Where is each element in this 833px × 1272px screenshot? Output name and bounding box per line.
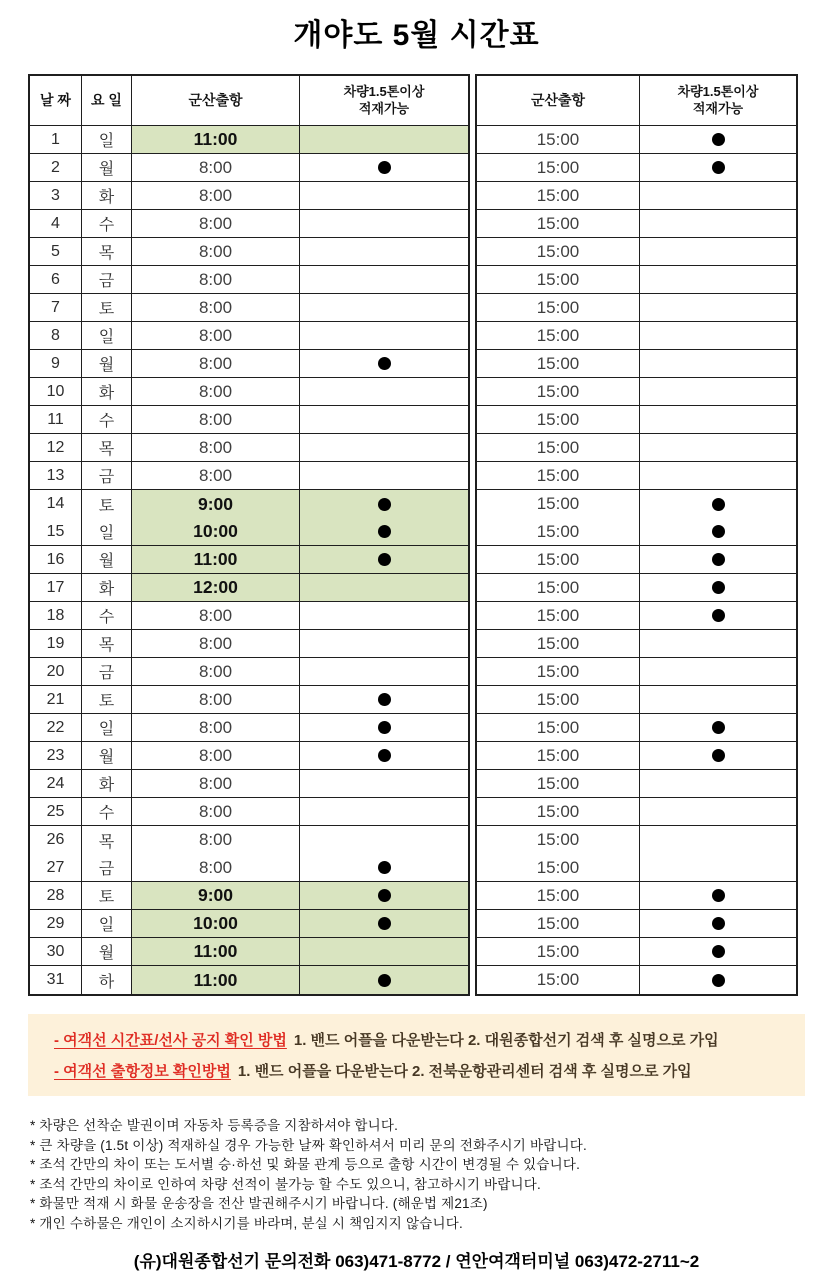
cargo-allowed-dot-icon <box>378 917 391 930</box>
cargo-am-cell <box>300 238 468 266</box>
date-cell: 8 <box>30 322 82 350</box>
gunsan-am-time-cell: 11:00 <box>132 126 300 154</box>
cargo-am-cell <box>300 770 468 798</box>
gunsan-am-time-cell: 8:00 <box>132 322 300 350</box>
day-cell: 금 <box>82 854 132 882</box>
gunsan-am-time-cell: 8:00 <box>132 602 300 630</box>
cargo-am-cell <box>300 938 468 966</box>
cargo-am-cell <box>300 518 468 546</box>
cargo-allowed-dot-icon <box>378 861 391 874</box>
gunsan-pm-time-cell: 15:00 <box>477 378 640 406</box>
gunsan-am-time-cell: 12:00 <box>132 574 300 602</box>
cargo-pm-cell <box>640 238 796 266</box>
notice-line-departure-info <box>54 1060 779 1081</box>
notice-body-schedule: 1. 밴드 어플을 다운받는다 2. 대원종합선기 검색 후 실명으로 가입 <box>293 1032 719 1049</box>
cargo-allowed-dot-icon <box>712 721 725 734</box>
gunsan-am-time-cell: 8:00 <box>132 798 300 826</box>
cargo-pm-cell <box>640 490 796 518</box>
gunsan-pm-time-cell: 15:00 <box>477 630 640 658</box>
notice-head-departure-info: - 여객선 출항정보 확인방법 <box>54 1063 231 1080</box>
gunsan-am-time-cell: 11:00 <box>132 966 300 994</box>
note-item: * 큰 차량을 (1.5t 이상) 적재하실 경우 가능한 날짜 확인하셔서 미리 문의 전화주시기 바랍니다. <box>30 1137 587 1153</box>
cargo-pm-cell <box>640 630 796 658</box>
cargo-allowed-dot-icon <box>712 553 725 566</box>
day-cell: 목 <box>82 434 132 462</box>
gunsan-am-time-cell: 8:00 <box>132 294 300 322</box>
timetable-right-table <box>475 74 798 996</box>
cargo-allowed-dot-icon <box>378 357 391 370</box>
header-cargo-line1: 차량1.5톤이상 <box>677 84 759 100</box>
gunsan-pm-time-cell: 15:00 <box>477 294 640 322</box>
cargo-allowed-dot-icon <box>378 974 391 987</box>
cargo-pm-cell <box>640 434 796 462</box>
gunsan-am-time-cell: 10:00 <box>132 910 300 938</box>
day-cell: 화 <box>82 378 132 406</box>
day-cell: 수 <box>82 602 132 630</box>
note-item: * 조석 간만의 차이로 인하여 차량 선적이 불가능 할 수도 있으니, 참고하시기 바랍니다. <box>30 1176 541 1192</box>
header-cargo-pm <box>640 76 796 126</box>
gunsan-pm-time-cell: 15:00 <box>477 798 640 826</box>
gunsan-am-time-cell: 11:00 <box>132 938 300 966</box>
gunsan-pm-time-cell: 15:00 <box>477 938 640 966</box>
date-cell: 25 <box>30 798 82 826</box>
gunsan-am-time-cell: 8:00 <box>132 686 300 714</box>
cargo-allowed-dot-icon <box>712 749 725 762</box>
gunsan-pm-time-cell: 15:00 <box>477 658 640 686</box>
cargo-pm-cell <box>640 350 796 378</box>
date-cell: 24 <box>30 770 82 798</box>
cargo-pm-cell <box>640 602 796 630</box>
cargo-am-cell <box>300 714 468 742</box>
gunsan-pm-time-cell: 15:00 <box>477 518 640 546</box>
cargo-pm-cell <box>640 910 796 938</box>
gunsan-am-time-cell: 8:00 <box>132 210 300 238</box>
date-cell: 3 <box>30 182 82 210</box>
gunsan-am-time-cell: 9:00 <box>132 882 300 910</box>
gunsan-pm-time-cell: 15:00 <box>477 854 640 882</box>
gunsan-pm-time-cell: 15:00 <box>477 462 640 490</box>
gunsan-am-time-cell: 8:00 <box>132 378 300 406</box>
cargo-am-cell <box>300 462 468 490</box>
cargo-am-cell <box>300 210 468 238</box>
gunsan-am-time-cell: 8:00 <box>132 406 300 434</box>
cargo-allowed-dot-icon <box>378 525 391 538</box>
gunsan-am-time-cell: 8:00 <box>132 238 300 266</box>
cargo-allowed-dot-icon <box>712 525 725 538</box>
date-cell: 23 <box>30 742 82 770</box>
day-cell: 토 <box>82 490 132 518</box>
header-gunsan-departure-pm: 군산출항 <box>477 76 640 126</box>
cargo-am-cell <box>300 490 468 518</box>
cargo-allowed-dot-icon <box>378 749 391 762</box>
gunsan-am-time-cell: 8:00 <box>132 742 300 770</box>
notice-box <box>28 1014 805 1096</box>
cargo-am-cell <box>300 182 468 210</box>
cargo-am-cell <box>300 658 468 686</box>
day-cell: 토 <box>82 686 132 714</box>
cargo-am-cell <box>300 406 468 434</box>
cargo-am-cell <box>300 266 468 294</box>
day-cell: 월 <box>82 742 132 770</box>
day-cell: 화 <box>82 574 132 602</box>
gunsan-am-time-cell: 8:00 <box>132 154 300 182</box>
cargo-allowed-dot-icon <box>378 498 391 511</box>
date-cell: 5 <box>30 238 82 266</box>
cargo-pm-cell <box>640 210 796 238</box>
cargo-pm-cell <box>640 826 796 854</box>
date-cell: 21 <box>30 686 82 714</box>
gunsan-pm-time-cell: 15:00 <box>477 546 640 574</box>
date-cell: 12 <box>30 434 82 462</box>
gunsan-am-time-cell: 8:00 <box>132 770 300 798</box>
day-cell: 목 <box>82 630 132 658</box>
cargo-am-cell <box>300 798 468 826</box>
cargo-am-cell <box>300 378 468 406</box>
date-cell: 27 <box>30 854 82 882</box>
gunsan-pm-time-cell: 15:00 <box>477 322 640 350</box>
gunsan-pm-time-cell: 15:00 <box>477 966 640 994</box>
cargo-allowed-dot-icon <box>378 889 391 902</box>
date-cell: 11 <box>30 406 82 434</box>
date-cell: 16 <box>30 546 82 574</box>
gunsan-am-time-cell: 11:00 <box>132 546 300 574</box>
day-cell: 목 <box>82 826 132 854</box>
cargo-allowed-dot-icon <box>712 133 725 146</box>
gunsan-pm-time-cell: 15:00 <box>477 210 640 238</box>
header-cargo-am <box>300 76 468 126</box>
date-cell: 22 <box>30 714 82 742</box>
date-cell: 18 <box>30 602 82 630</box>
header-cargo-line2: 적재가능 <box>358 100 410 116</box>
date-cell: 19 <box>30 630 82 658</box>
cargo-am-cell <box>300 294 468 322</box>
cargo-pm-cell <box>640 294 796 322</box>
header-cargo-line2: 적재가능 <box>692 100 744 116</box>
cargo-am-cell <box>300 882 468 910</box>
date-cell: 9 <box>30 350 82 378</box>
header-date: 날 짜 <box>30 76 82 126</box>
gunsan-pm-time-cell: 15:00 <box>477 406 640 434</box>
gunsan-pm-time-cell: 15:00 <box>477 686 640 714</box>
date-cell: 15 <box>30 518 82 546</box>
cargo-am-cell <box>300 126 468 154</box>
gunsan-am-time-cell: 8:00 <box>132 266 300 294</box>
day-cell: 일 <box>82 518 132 546</box>
gunsan-pm-time-cell: 15:00 <box>477 434 640 462</box>
day-cell: 화 <box>82 182 132 210</box>
notice-line-schedule <box>54 1029 779 1050</box>
day-cell: 하 <box>82 966 132 994</box>
cargo-allowed-dot-icon <box>378 693 391 706</box>
cargo-am-cell <box>300 434 468 462</box>
gunsan-am-time-cell: 8:00 <box>132 714 300 742</box>
cargo-am-cell <box>300 630 468 658</box>
gunsan-pm-time-cell: 15:00 <box>477 714 640 742</box>
contact-footer: (유)대원종합선기 문의전화 063)471-8772 / 연안여객터미널 063)472-2711~2 <box>133 1252 700 1271</box>
timetable <box>28 74 833 996</box>
cargo-pm-cell <box>640 658 796 686</box>
cargo-am-cell <box>300 546 468 574</box>
date-cell: 20 <box>30 658 82 686</box>
day-cell: 금 <box>82 462 132 490</box>
cargo-pm-cell <box>640 546 796 574</box>
cargo-am-cell <box>300 826 468 854</box>
cargo-allowed-dot-icon <box>712 581 725 594</box>
gunsan-pm-time-cell: 15:00 <box>477 126 640 154</box>
cargo-am-cell <box>300 154 468 182</box>
gunsan-pm-time-cell: 15:00 <box>477 602 640 630</box>
header-day: 요 일 <box>82 76 132 126</box>
cargo-allowed-dot-icon <box>712 161 725 174</box>
gunsan-pm-time-cell: 15:00 <box>477 742 640 770</box>
notes-list <box>30 1116 805 1233</box>
gunsan-pm-time-cell: 15:00 <box>477 826 640 854</box>
day-cell: 월 <box>82 154 132 182</box>
gunsan-pm-time-cell: 15:00 <box>477 350 640 378</box>
gunsan-am-time-cell: 8:00 <box>132 182 300 210</box>
day-cell: 화 <box>82 770 132 798</box>
gunsan-pm-time-cell: 15:00 <box>477 182 640 210</box>
day-cell: 수 <box>82 210 132 238</box>
cargo-am-cell <box>300 602 468 630</box>
gunsan-am-time-cell: 8:00 <box>132 826 300 854</box>
gunsan-pm-time-cell: 15:00 <box>477 490 640 518</box>
cargo-allowed-dot-icon <box>378 161 391 174</box>
day-cell: 일 <box>82 910 132 938</box>
page-title: 개야도 5월 시간표 <box>293 19 540 52</box>
cargo-allowed-dot-icon <box>712 498 725 511</box>
day-cell: 월 <box>82 938 132 966</box>
notice-head-schedule: - 여객선 시간표/선사 공지 확인 방법 <box>54 1032 287 1049</box>
cargo-am-cell <box>300 350 468 378</box>
gunsan-pm-time-cell: 15:00 <box>477 154 640 182</box>
cargo-allowed-dot-icon <box>712 917 725 930</box>
day-cell: 월 <box>82 350 132 378</box>
gunsan-am-time-cell: 8:00 <box>132 350 300 378</box>
date-cell: 6 <box>30 266 82 294</box>
cargo-am-cell <box>300 910 468 938</box>
cargo-allowed-dot-icon <box>712 974 725 987</box>
date-cell: 13 <box>30 462 82 490</box>
gunsan-pm-time-cell: 15:00 <box>477 882 640 910</box>
gunsan-am-time-cell: 9:00 <box>132 490 300 518</box>
cargo-allowed-dot-icon <box>712 609 725 622</box>
cargo-allowed-dot-icon <box>378 721 391 734</box>
gunsan-pm-time-cell: 15:00 <box>477 266 640 294</box>
day-cell: 수 <box>82 406 132 434</box>
day-cell: 일 <box>82 322 132 350</box>
cargo-am-cell <box>300 966 468 994</box>
cargo-allowed-dot-icon <box>712 945 725 958</box>
cargo-pm-cell <box>640 518 796 546</box>
gunsan-pm-time-cell: 15:00 <box>477 910 640 938</box>
date-cell: 17 <box>30 574 82 602</box>
gunsan-am-time-cell: 10:00 <box>132 518 300 546</box>
day-cell: 월 <box>82 546 132 574</box>
cargo-pm-cell <box>640 798 796 826</box>
cargo-pm-cell <box>640 406 796 434</box>
cargo-am-cell <box>300 686 468 714</box>
date-cell: 26 <box>30 826 82 854</box>
gunsan-am-time-cell: 8:00 <box>132 658 300 686</box>
cargo-pm-cell <box>640 714 796 742</box>
cargo-pm-cell <box>640 882 796 910</box>
cargo-allowed-dot-icon <box>378 553 391 566</box>
cargo-pm-cell <box>640 462 796 490</box>
header-cargo-line1: 차량1.5톤이상 <box>343 84 425 100</box>
header-gunsan-departure-am: 군산출항 <box>132 76 300 126</box>
cargo-pm-cell <box>640 938 796 966</box>
day-cell: 목 <box>82 238 132 266</box>
note-item: * 차량은 선착순 발권이며 자동차 등록증을 지참하셔야 합니다. <box>30 1118 399 1133</box>
cargo-pm-cell <box>640 154 796 182</box>
cargo-am-cell <box>300 742 468 770</box>
cargo-allowed-dot-icon <box>712 889 725 902</box>
date-cell: 30 <box>30 938 82 966</box>
gunsan-am-time-cell: 8:00 <box>132 434 300 462</box>
day-cell: 일 <box>82 126 132 154</box>
day-cell: 토 <box>82 882 132 910</box>
gunsan-pm-time-cell: 15:00 <box>477 770 640 798</box>
note-item: * 조석 간만의 차이 또는 도서별 승·하선 및 화물 관계 등으로 출항 시간이 변경될 수 있습니다. <box>30 1157 581 1172</box>
cargo-pm-cell <box>640 574 796 602</box>
gunsan-am-time-cell: 8:00 <box>132 462 300 490</box>
cargo-pm-cell <box>640 966 796 994</box>
cargo-am-cell <box>300 854 468 882</box>
cargo-pm-cell <box>640 322 796 350</box>
cargo-pm-cell <box>640 266 796 294</box>
cargo-pm-cell <box>640 854 796 882</box>
cargo-pm-cell <box>640 742 796 770</box>
cargo-pm-cell <box>640 686 796 714</box>
gunsan-pm-time-cell: 15:00 <box>477 574 640 602</box>
date-cell: 1 <box>30 126 82 154</box>
cargo-pm-cell <box>640 770 796 798</box>
date-cell: 28 <box>30 882 82 910</box>
date-cell: 14 <box>30 490 82 518</box>
date-cell: 7 <box>30 294 82 322</box>
notice-body-departure-info: 1. 밴드 어플을 다운받는다 2. 전북운항관리센터 검색 후 실명으로 가입 <box>237 1063 692 1080</box>
note-item: * 개인 수하물은 개인이 소지하시기를 바라며, 분실 시 책임지지 않습니다. <box>30 1215 463 1231</box>
day-cell: 토 <box>82 294 132 322</box>
day-cell: 금 <box>82 266 132 294</box>
gunsan-pm-time-cell: 15:00 <box>477 238 640 266</box>
day-cell: 수 <box>82 798 132 826</box>
date-cell: 2 <box>30 154 82 182</box>
day-cell: 일 <box>82 714 132 742</box>
date-cell: 29 <box>30 910 82 938</box>
cargo-pm-cell <box>640 378 796 406</box>
date-cell: 10 <box>30 378 82 406</box>
date-cell: 31 <box>30 966 82 994</box>
cargo-am-cell <box>300 574 468 602</box>
cargo-pm-cell <box>640 182 796 210</box>
date-cell: 4 <box>30 210 82 238</box>
gunsan-am-time-cell: 8:00 <box>132 630 300 658</box>
day-cell: 금 <box>82 658 132 686</box>
gunsan-am-time-cell: 8:00 <box>132 854 300 882</box>
note-item: * 화물만 적재 시 화물 운송장을 전산 발권해주시기 바랍니다. (해운법 제21조) <box>30 1196 488 1211</box>
timetable-left-table <box>28 74 470 996</box>
cargo-am-cell <box>300 322 468 350</box>
cargo-pm-cell <box>640 126 796 154</box>
